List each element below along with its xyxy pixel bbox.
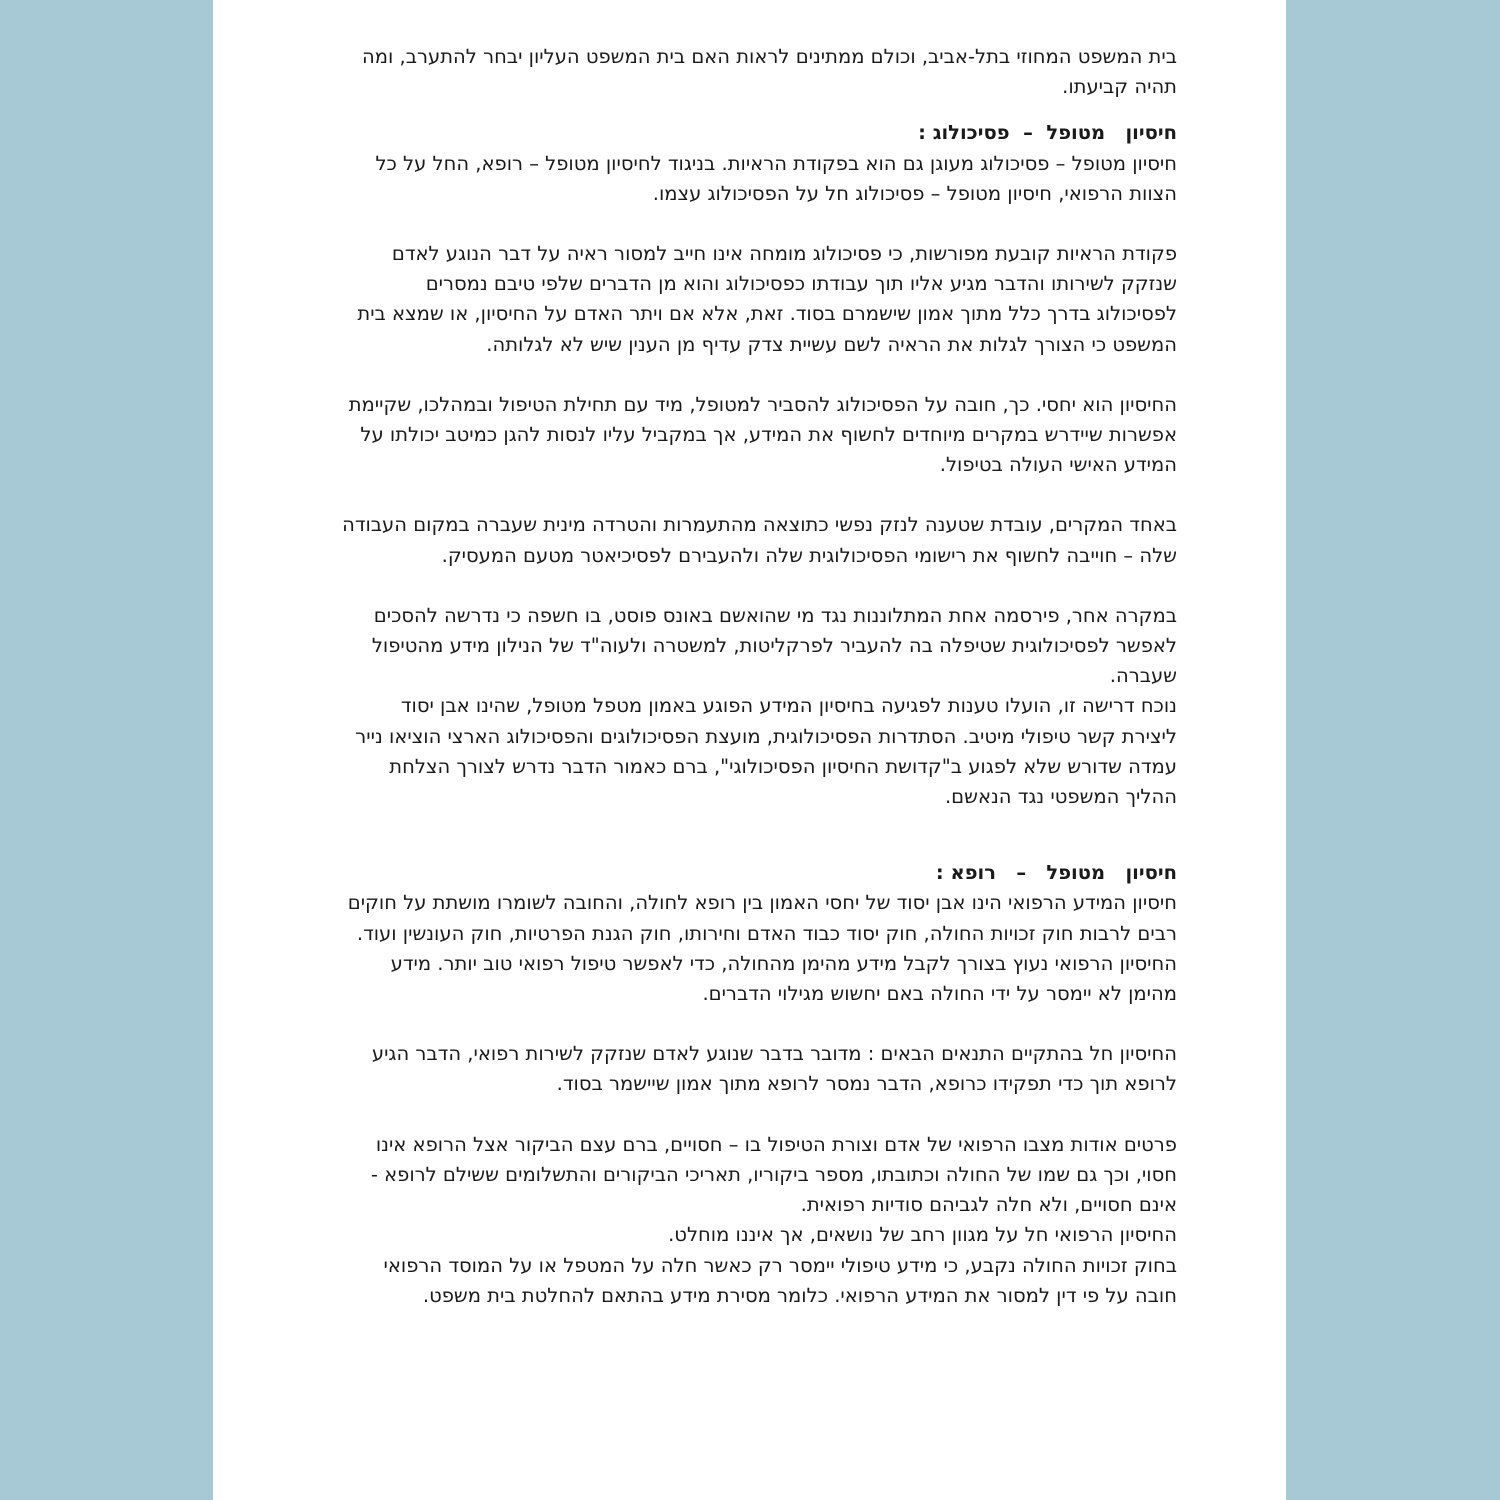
section-heading-doctor: חיסיון מטופל – רופא : (935, 861, 1177, 885)
section-heading-psychologist: חיסיון מטופל – פסיכולוג : (918, 121, 1177, 145)
paragraph-not-absolute: החיסיון הרפואי חל על מגוון רחב של נושאים, אך איננו מוחלט. (668, 1223, 1177, 1247)
paragraph-position-paper: נוכח דרישה זו, הועלו טענות לפגיעה בחיסיון המידע הפוגע באמון מטפל מטופל, שהינו אבן יסוד ליצירת קשר טיפולי מיטיב. הסתדרות הפסיכולוגית, מועצת הפסיכולוגים והפסיכולוג הארצי הוציאו נייר עמדה שדורש שלא לפגוע ב"קדושת החיסיון הפסיכולוגי", ברם כאמור הדבר נדרש לצורך הצלחת ההליך המשפטי נגד הנאשם. (355, 694, 1177, 809)
paragraph-case-complainant: במקרה אחר, פירסמה אחת המתלוננות נגד מי שהואשם באונס פוסט, בו חשפה כי נדרשה להסכים לאפשר לפסיכולוגית שטיפלה בה להעביר לפרקליטות, למשטרה ולעוה"ד של הנילון מידע מהטיפול שעברה. (371, 603, 1177, 688)
paragraph-psychologist-privilege: חיסיון מטופל – פסיכולוג מעוגן גם הוא בפקודת הראיות. בניגוד לחיסיון מטופל – רופא, החל על כל הצוות הרפואי, חיסיון מטופל – פסיכולוג חל על הפסיכולוג עצמו. (375, 151, 1177, 205)
paragraph-medical-privilege: חיסיון המידע הרפואי הינו אבן יסוד של יחסי האמון בין רופא לחולה, והחובה לשומרו מושתת על חוקים רבים לרבות חוק זכויות החולה, חוק יסוד כבוד האדם וחירותו, חוק הגנת הפרטיות, חוק העונשין ועוד. (347, 891, 1177, 945)
paragraph-conditions: החיסיון חל בהתקיים התנאים הבאים : מדובר בדבר שנוגע לאדם שנזקק לשירות רפואי, הדבר הגיע לרופא תוך כדי תפקידו כרופא, הדבר נמסר לרופא מתוך אמון שיישמר בסוד. (371, 1042, 1177, 1096)
document-body (341, 42, 1177, 1311)
document-page (213, 0, 1286, 1500)
paragraph-reliable-information: החיסיון הרפואי נעוץ בצורך לקבל מידע מהימן מהחולה, כדי לאפשר טיפול רפואי טוב יותר. מידע מהימן לא יימסר על ידי החולה באם יחשוש מגילוי הדברים. (390, 951, 1177, 1006)
paragraph-details-confidential: פרטים אודות מצבו הרפואי של אדם וצורת הטיפול בו – חסויים, ברם עצם הביקור אצל הרופא אינו חסוי, וכך גם שמו של החולה וכתובתו, מספר ביקוריו, תאריכי הביקורים והתשלומים ששילם לרופא - אינם חסויים, ולא חלה לגביהם סודיות רפואית. (370, 1132, 1177, 1217)
paragraph-relative-privilege: החיסיון הוא יחסי. כך, חובה על הפסיכולוג להסביר למטופל, מיד עם תחילת הטיפול ובמהלכו, שקיימת אפשרות שיידרש במקרים מיוחדים לחשוף את המידע, אך במקביל עליו לנסות להגן כמיטב יכולתו על המידע האישי העולה בטיפול. (348, 392, 1177, 477)
paragraph-case-employee: באחד המקרים, עובדת שטענה לנזק נפשי כתוצאה מהתעמרות והטרדה מינית שעברה במקום העבודה שלה – חוייבה לחשוף את רישומי הפסיכולוגית שלה ולהעבירם לפסיכיאטר מטעם המעסיק. (342, 513, 1177, 567)
paragraph-evidence-ordinance: פקודת הראיות קובעת מפורשות, כי פסיכולוג מומחה אינו חייב למסור ראיה על דבר הנוגע לאדם שנזקק לשירותו והדבר מגיע אליו תוך עבודתו כפסיכולוג והוא מן הדברים שלפי טיבם נמסרים לפסיכולוג בדרך כלל מתוך אמון שישמרם בסוד. זאת, אלא אם ויתר האדם על החיסיון, או שמצא בית המשפט כי הצורך לגלות את הראיה לשם עשיית צדק עדיף מן הענין שיש לא לגלותה. (357, 242, 1177, 356)
paragraph-intro: בית המשפט המחוזי בתל-אביב, וכולם ממתינים לראות האם בית המשפט העליון יבחר להתערב, ומה תהיה קביעתו. (362, 45, 1177, 99)
paragraph-patient-rights-law: בחוק זכויות החולה נקבע, כי מידע טיפולי יימסר רק כאשר חלה על המטפל או על המוסד הרפואי חובה על פי דין למסור את המידע הרפואי. כלומר מסירת מידע בהתאם להחלטת בית משפט. (383, 1253, 1177, 1307)
